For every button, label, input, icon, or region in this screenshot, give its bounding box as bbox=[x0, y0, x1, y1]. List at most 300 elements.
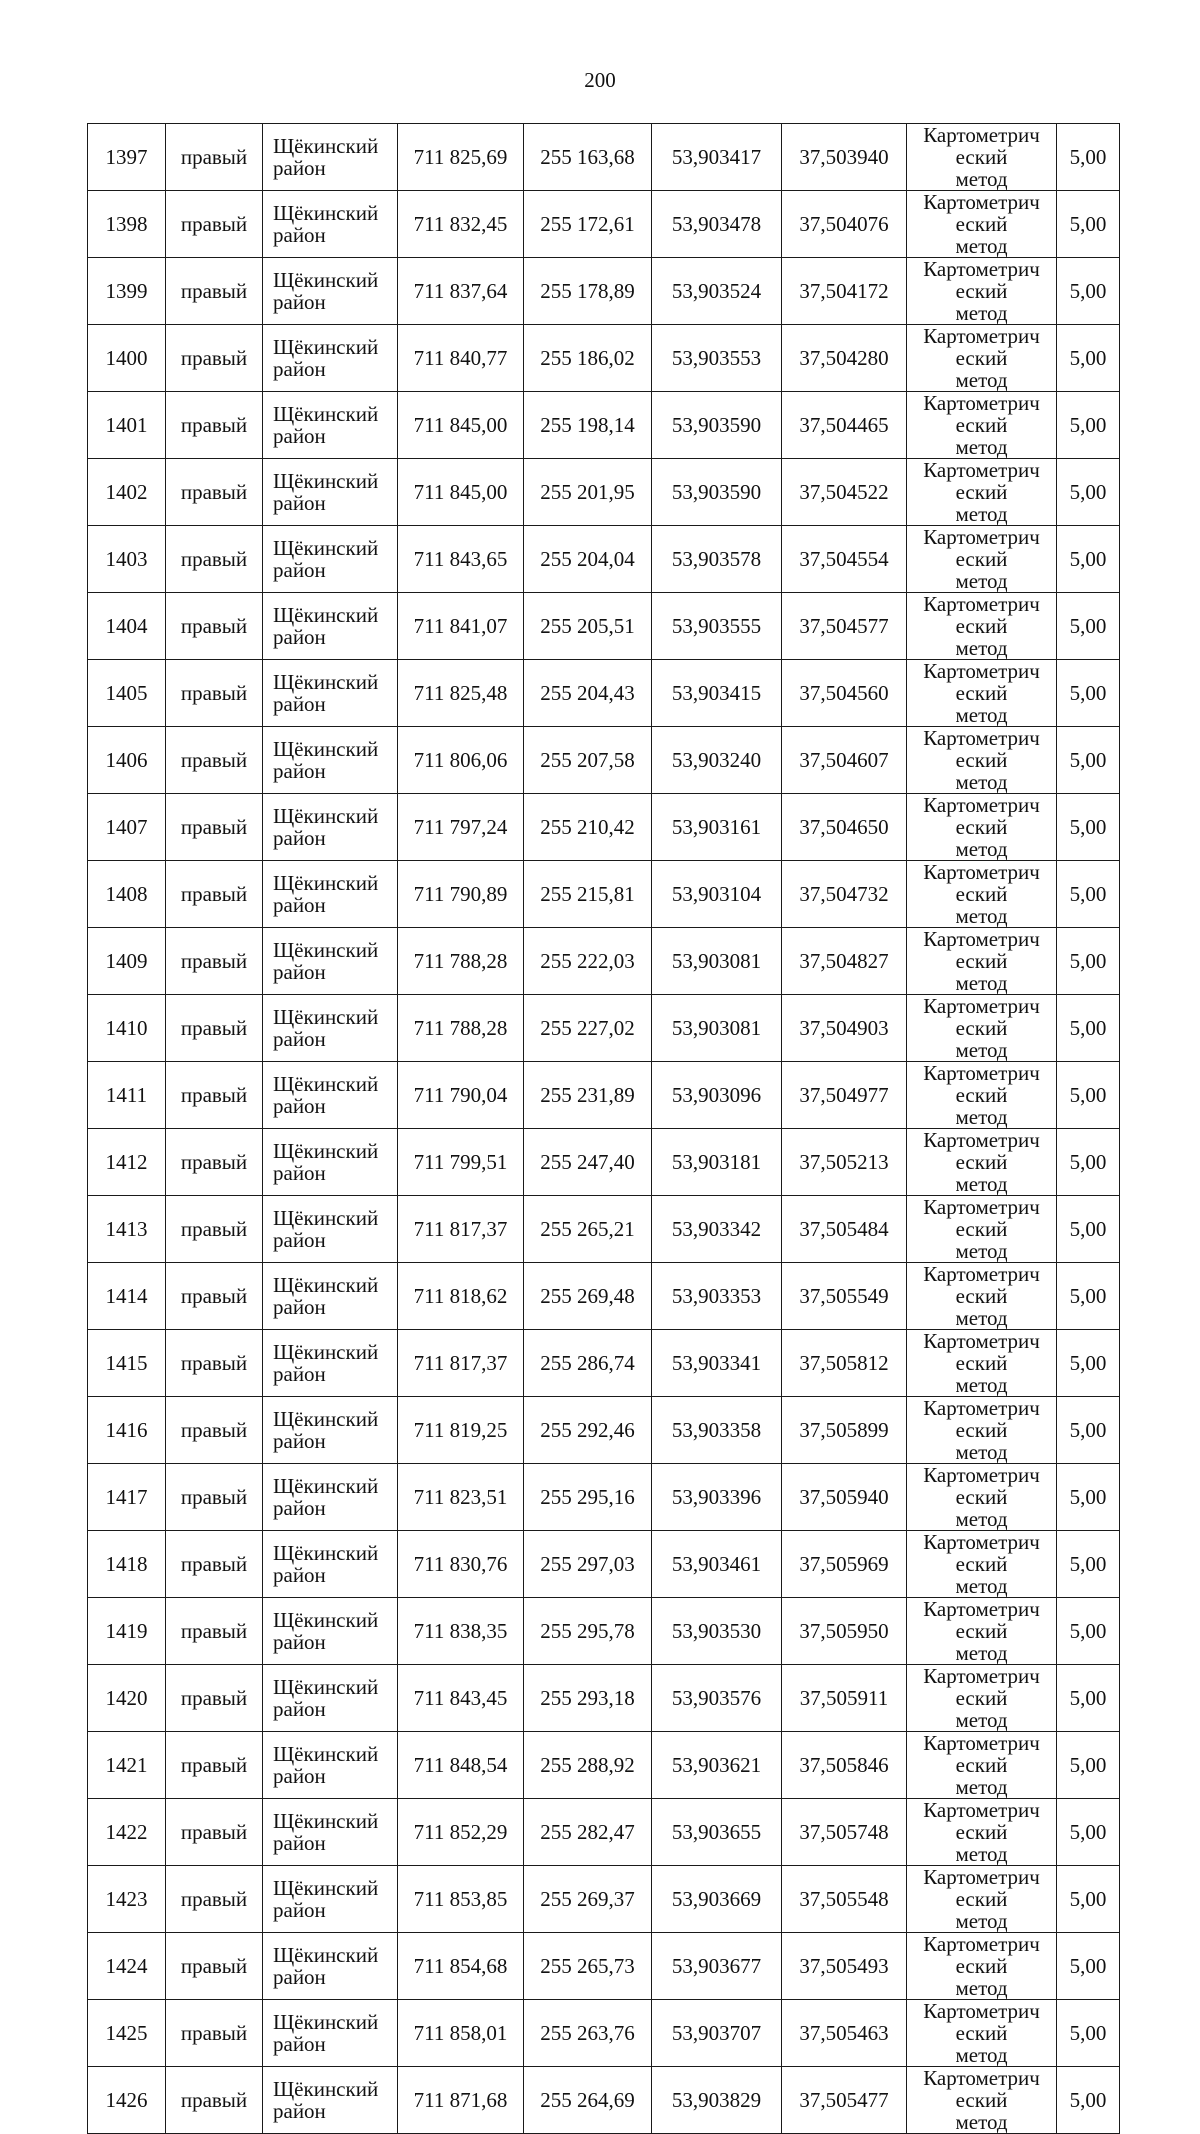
district-line: Щёкинский bbox=[273, 1809, 379, 1833]
district-cell bbox=[263, 1330, 398, 1397]
district-line: Щёкинский bbox=[273, 134, 379, 158]
district-line: Щёкинский bbox=[273, 1943, 379, 1967]
accuracy-cell: 5,00 bbox=[1057, 1799, 1120, 1866]
district-line: Щёкинский bbox=[273, 402, 379, 426]
bank-side-cell: правый bbox=[166, 1531, 263, 1598]
district-line: район bbox=[273, 893, 326, 917]
district-line: Щёкинский bbox=[273, 1072, 379, 1096]
district-line: Щёкинский bbox=[273, 536, 379, 560]
latitude-cell: 53,903415 bbox=[652, 660, 782, 727]
method-line: Картометрич bbox=[923, 927, 1040, 951]
accuracy-cell: 5,00 bbox=[1057, 1397, 1120, 1464]
district-line: район bbox=[273, 290, 326, 314]
method-line: еский bbox=[955, 1954, 1008, 1978]
latitude-cell: 53,903342 bbox=[652, 1196, 782, 1263]
bank-side-cell: правый bbox=[166, 459, 263, 526]
accuracy-cell: 5,00 bbox=[1057, 1531, 1120, 1598]
point-number-cell: 1418 bbox=[88, 1531, 166, 1598]
district-cell bbox=[263, 526, 398, 593]
longitude-cell: 37,504172 bbox=[782, 258, 907, 325]
longitude-cell: 37,504522 bbox=[782, 459, 907, 526]
method-cell bbox=[907, 995, 1057, 1062]
latitude-cell: 53,903181 bbox=[652, 1129, 782, 1196]
latitude-cell: 53,903677 bbox=[652, 1933, 782, 2000]
method-line: Картометрич bbox=[923, 1597, 1040, 1621]
y-coordinate-cell: 255 295,78 bbox=[524, 1598, 652, 1665]
latitude-cell: 53,903524 bbox=[652, 258, 782, 325]
x-coordinate-cell: 711 832,45 bbox=[398, 191, 524, 258]
district-cell bbox=[263, 861, 398, 928]
x-coordinate-cell: 711 825,69 bbox=[398, 124, 524, 191]
method-line: метод bbox=[955, 234, 1008, 258]
method-cell bbox=[907, 727, 1057, 794]
method-line: Картометрич bbox=[923, 391, 1040, 415]
y-coordinate-cell: 255 288,92 bbox=[524, 1732, 652, 1799]
method-line: еский bbox=[955, 1686, 1008, 1710]
point-number-cell: 1407 bbox=[88, 794, 166, 861]
y-coordinate-cell: 255 263,76 bbox=[524, 2000, 652, 2067]
point-number-cell: 1401 bbox=[88, 392, 166, 459]
point-number-cell: 1417 bbox=[88, 1464, 166, 1531]
method-cell bbox=[907, 1464, 1057, 1531]
y-coordinate-cell: 255 204,04 bbox=[524, 526, 652, 593]
district-cell bbox=[263, 2067, 398, 2134]
district-cell bbox=[263, 794, 398, 861]
accuracy-cell: 5,00 bbox=[1057, 1129, 1120, 1196]
point-number-cell: 1397 bbox=[88, 124, 166, 191]
district-line: Щёкинский bbox=[273, 335, 379, 359]
method-cell bbox=[907, 1263, 1057, 1330]
district-line: район bbox=[273, 1429, 326, 1453]
table-row bbox=[88, 1598, 1120, 1665]
method-cell bbox=[907, 1799, 1057, 1866]
district-line: район bbox=[273, 759, 326, 783]
point-number-cell: 1404 bbox=[88, 593, 166, 660]
method-cell bbox=[907, 1062, 1057, 1129]
latitude-cell: 53,903555 bbox=[652, 593, 782, 660]
point-number-cell: 1419 bbox=[88, 1598, 166, 1665]
table-row bbox=[88, 325, 1120, 392]
method-line: еский bbox=[955, 1887, 1008, 1911]
method-cell bbox=[907, 191, 1057, 258]
x-coordinate-cell: 711 840,77 bbox=[398, 325, 524, 392]
longitude-cell: 37,504465 bbox=[782, 392, 907, 459]
method-cell bbox=[907, 1531, 1057, 1598]
method-cell bbox=[907, 526, 1057, 593]
table-row bbox=[88, 727, 1120, 794]
y-coordinate-cell: 255 222,03 bbox=[524, 928, 652, 995]
y-coordinate-cell: 255 265,21 bbox=[524, 1196, 652, 1263]
point-number-cell: 1405 bbox=[88, 660, 166, 727]
district-cell bbox=[263, 727, 398, 794]
method-line: Картометрич bbox=[923, 1731, 1040, 1755]
point-number-cell: 1410 bbox=[88, 995, 166, 1062]
accuracy-cell: 5,00 bbox=[1057, 1263, 1120, 1330]
district-line: район bbox=[273, 223, 326, 247]
method-line: еский bbox=[955, 1351, 1008, 1375]
latitude-cell: 53,903096 bbox=[652, 1062, 782, 1129]
table-row bbox=[88, 794, 1120, 861]
point-number-cell: 1412 bbox=[88, 1129, 166, 1196]
latitude-cell: 53,903353 bbox=[652, 1263, 782, 1330]
point-number-cell: 1398 bbox=[88, 191, 166, 258]
district-line: Щёкинский bbox=[273, 670, 379, 694]
table-row bbox=[88, 1397, 1120, 1464]
bank-side-cell: правый bbox=[166, 995, 263, 1062]
method-cell bbox=[907, 124, 1057, 191]
y-coordinate-cell: 255 295,16 bbox=[524, 1464, 652, 1531]
method-line: метод bbox=[955, 1909, 1008, 1933]
method-line: еский bbox=[955, 212, 1008, 236]
bank-side-cell: правый bbox=[166, 1062, 263, 1129]
district-line: Щёкинский bbox=[273, 737, 379, 761]
district-line: район bbox=[273, 1831, 326, 1855]
method-cell bbox=[907, 1598, 1057, 1665]
table-body bbox=[88, 124, 1120, 2134]
method-line: метод bbox=[955, 1842, 1008, 1866]
method-line: метод bbox=[955, 1239, 1008, 1263]
method-line: еский bbox=[955, 1284, 1008, 1308]
method-line: метод bbox=[955, 703, 1008, 727]
bank-side-cell: правый bbox=[166, 660, 263, 727]
x-coordinate-cell: 711 830,76 bbox=[398, 1531, 524, 1598]
coordinates-table bbox=[87, 123, 1120, 2134]
x-coordinate-cell: 711 806,06 bbox=[398, 727, 524, 794]
table-row bbox=[88, 1799, 1120, 1866]
method-line: Картометрич bbox=[923, 726, 1040, 750]
accuracy-cell: 5,00 bbox=[1057, 1598, 1120, 1665]
district-cell bbox=[263, 928, 398, 995]
method-line: метод bbox=[955, 971, 1008, 995]
district-line: район bbox=[273, 357, 326, 381]
accuracy-cell: 5,00 bbox=[1057, 258, 1120, 325]
latitude-cell: 53,903240 bbox=[652, 727, 782, 794]
method-cell bbox=[907, 1665, 1057, 1732]
district-cell bbox=[263, 1397, 398, 1464]
latitude-cell: 53,903655 bbox=[652, 1799, 782, 1866]
latitude-cell: 53,903081 bbox=[652, 995, 782, 1062]
x-coordinate-cell: 711 819,25 bbox=[398, 1397, 524, 1464]
bank-side-cell: правый bbox=[166, 526, 263, 593]
district-cell bbox=[263, 660, 398, 727]
method-line: еский bbox=[955, 2088, 1008, 2112]
method-line: метод bbox=[955, 1574, 1008, 1598]
bank-side-cell: правый bbox=[166, 325, 263, 392]
method-cell bbox=[907, 1330, 1057, 1397]
point-number-cell: 1425 bbox=[88, 2000, 166, 2067]
latitude-cell: 53,903530 bbox=[652, 1598, 782, 1665]
x-coordinate-cell: 711 845,00 bbox=[398, 459, 524, 526]
method-cell bbox=[907, 1397, 1057, 1464]
method-line: метод bbox=[955, 301, 1008, 325]
method-line: еский bbox=[955, 1418, 1008, 1442]
y-coordinate-cell: 255 297,03 bbox=[524, 1531, 652, 1598]
longitude-cell: 37,504076 bbox=[782, 191, 907, 258]
accuracy-cell: 5,00 bbox=[1057, 727, 1120, 794]
district-cell bbox=[263, 124, 398, 191]
x-coordinate-cell: 711 799,51 bbox=[398, 1129, 524, 1196]
district-line: район bbox=[273, 1630, 326, 1654]
method-line: Картометрич bbox=[923, 2066, 1040, 2090]
y-coordinate-cell: 255 172,61 bbox=[524, 191, 652, 258]
method-line: еский bbox=[955, 1820, 1008, 1844]
district-cell bbox=[263, 1933, 398, 2000]
point-number-cell: 1415 bbox=[88, 1330, 166, 1397]
y-coordinate-cell: 255 205,51 bbox=[524, 593, 652, 660]
x-coordinate-cell: 711 848,54 bbox=[398, 1732, 524, 1799]
accuracy-cell: 5,00 bbox=[1057, 1196, 1120, 1263]
method-line: метод bbox=[955, 1440, 1008, 1464]
accuracy-cell: 5,00 bbox=[1057, 1062, 1120, 1129]
bank-side-cell: правый bbox=[166, 1196, 263, 1263]
district-line: Щёкинский bbox=[273, 1742, 379, 1766]
point-number-cell: 1402 bbox=[88, 459, 166, 526]
district-line: район bbox=[273, 156, 326, 180]
longitude-cell: 37,505213 bbox=[782, 1129, 907, 1196]
latitude-cell: 53,903358 bbox=[652, 1397, 782, 1464]
point-number-cell: 1424 bbox=[88, 1933, 166, 2000]
district-cell bbox=[263, 1464, 398, 1531]
method-cell bbox=[907, 660, 1057, 727]
x-coordinate-cell: 711 817,37 bbox=[398, 1330, 524, 1397]
district-line: Щёкинский bbox=[273, 1407, 379, 1431]
district-cell bbox=[263, 1531, 398, 1598]
accuracy-cell: 5,00 bbox=[1057, 2000, 1120, 2067]
y-coordinate-cell: 255 231,89 bbox=[524, 1062, 652, 1129]
method-line: Картометрич bbox=[923, 190, 1040, 214]
method-line: метод bbox=[955, 1708, 1008, 1732]
point-number-cell: 1408 bbox=[88, 861, 166, 928]
method-line: метод bbox=[955, 167, 1008, 191]
x-coordinate-cell: 711 837,64 bbox=[398, 258, 524, 325]
method-cell bbox=[907, 325, 1057, 392]
table-row bbox=[88, 526, 1120, 593]
method-cell bbox=[907, 861, 1057, 928]
y-coordinate-cell: 255 264,69 bbox=[524, 2067, 652, 2134]
latitude-cell: 53,903161 bbox=[652, 794, 782, 861]
district-line: район bbox=[273, 1563, 326, 1587]
point-number-cell: 1416 bbox=[88, 1397, 166, 1464]
method-cell bbox=[907, 1129, 1057, 1196]
table-row bbox=[88, 1866, 1120, 1933]
bank-side-cell: правый bbox=[166, 861, 263, 928]
method-line: еский bbox=[955, 949, 1008, 973]
method-line: еский bbox=[955, 346, 1008, 370]
method-line: Картометрич bbox=[923, 1798, 1040, 1822]
method-line: Картометрич bbox=[923, 257, 1040, 281]
table-row bbox=[88, 1464, 1120, 1531]
table-row bbox=[88, 593, 1120, 660]
district-line: район bbox=[273, 1362, 326, 1386]
x-coordinate-cell: 711 841,07 bbox=[398, 593, 524, 660]
district-line: район bbox=[273, 2032, 326, 2056]
longitude-cell: 37,505950 bbox=[782, 1598, 907, 1665]
method-cell bbox=[907, 1732, 1057, 1799]
y-coordinate-cell: 255 227,02 bbox=[524, 995, 652, 1062]
district-line: район bbox=[273, 1094, 326, 1118]
bank-side-cell: правый bbox=[166, 2000, 263, 2067]
latitude-cell: 53,903553 bbox=[652, 325, 782, 392]
district-line: Щёкинский bbox=[273, 201, 379, 225]
bank-side-cell: правый bbox=[166, 727, 263, 794]
y-coordinate-cell: 255 247,40 bbox=[524, 1129, 652, 1196]
bank-side-cell: правый bbox=[166, 928, 263, 995]
x-coordinate-cell: 711 858,01 bbox=[398, 2000, 524, 2067]
accuracy-cell: 5,00 bbox=[1057, 526, 1120, 593]
method-line: Картометрич bbox=[923, 324, 1040, 348]
method-line: Картометрич bbox=[923, 659, 1040, 683]
method-line: Картометрич bbox=[923, 860, 1040, 884]
district-line: район bbox=[273, 826, 326, 850]
district-cell bbox=[263, 1665, 398, 1732]
district-line: Щёкинский bbox=[273, 2077, 379, 2101]
latitude-cell: 53,903621 bbox=[652, 1732, 782, 1799]
district-line: Щёкинский bbox=[273, 1273, 379, 1297]
method-line: еский bbox=[955, 1083, 1008, 1107]
method-line: еский bbox=[955, 480, 1008, 504]
method-line: еский bbox=[955, 1217, 1008, 1241]
y-coordinate-cell: 255 163,68 bbox=[524, 124, 652, 191]
point-number-cell: 1422 bbox=[88, 1799, 166, 1866]
bank-side-cell: правый bbox=[166, 1732, 263, 1799]
district-cell bbox=[263, 1799, 398, 1866]
district-cell bbox=[263, 325, 398, 392]
longitude-cell: 37,505812 bbox=[782, 1330, 907, 1397]
latitude-cell: 53,903707 bbox=[652, 2000, 782, 2067]
bank-side-cell: правый bbox=[166, 1598, 263, 1665]
district-line: район bbox=[273, 1496, 326, 1520]
district-cell bbox=[263, 1062, 398, 1129]
accuracy-cell: 5,00 bbox=[1057, 660, 1120, 727]
longitude-cell: 37,504732 bbox=[782, 861, 907, 928]
x-coordinate-cell: 711 818,62 bbox=[398, 1263, 524, 1330]
accuracy-cell: 5,00 bbox=[1057, 459, 1120, 526]
district-line: Щёкинский bbox=[273, 1005, 379, 1029]
table-row bbox=[88, 1531, 1120, 1598]
latitude-cell: 53,903104 bbox=[652, 861, 782, 928]
accuracy-cell: 5,00 bbox=[1057, 1464, 1120, 1531]
latitude-cell: 53,903417 bbox=[652, 124, 782, 191]
accuracy-cell: 5,00 bbox=[1057, 861, 1120, 928]
method-line: метод bbox=[955, 435, 1008, 459]
longitude-cell: 37,504280 bbox=[782, 325, 907, 392]
district-cell bbox=[263, 191, 398, 258]
y-coordinate-cell: 255 293,18 bbox=[524, 1665, 652, 1732]
method-line: Картометрич bbox=[923, 525, 1040, 549]
point-number-cell: 1420 bbox=[88, 1665, 166, 1732]
longitude-cell: 37,505463 bbox=[782, 2000, 907, 2067]
accuracy-cell: 5,00 bbox=[1057, 794, 1120, 861]
x-coordinate-cell: 711 871,68 bbox=[398, 2067, 524, 2134]
method-line: Картометрич bbox=[923, 1664, 1040, 1688]
accuracy-cell: 5,00 bbox=[1057, 124, 1120, 191]
district-cell bbox=[263, 258, 398, 325]
method-cell bbox=[907, 2000, 1057, 2067]
point-number-cell: 1421 bbox=[88, 1732, 166, 1799]
latitude-cell: 53,903576 bbox=[652, 1665, 782, 1732]
district-line: район bbox=[273, 558, 326, 582]
latitude-cell: 53,903590 bbox=[652, 392, 782, 459]
method-line: Картометрич bbox=[923, 1195, 1040, 1219]
method-cell bbox=[907, 459, 1057, 526]
bank-side-cell: правый bbox=[166, 392, 263, 459]
district-line: Щёкинский bbox=[273, 804, 379, 828]
district-line: район bbox=[273, 960, 326, 984]
district-cell bbox=[263, 1263, 398, 1330]
table-row bbox=[88, 1330, 1120, 1397]
method-cell bbox=[907, 593, 1057, 660]
y-coordinate-cell: 255 265,73 bbox=[524, 1933, 652, 2000]
longitude-cell: 37,504577 bbox=[782, 593, 907, 660]
table-row bbox=[88, 1129, 1120, 1196]
bank-side-cell: правый bbox=[166, 1665, 263, 1732]
point-number-cell: 1403 bbox=[88, 526, 166, 593]
table-row bbox=[88, 2067, 1120, 2134]
district-line: Щёкинский bbox=[273, 1206, 379, 1230]
point-number-cell: 1400 bbox=[88, 325, 166, 392]
table-row bbox=[88, 660, 1120, 727]
method-line: метод bbox=[955, 1172, 1008, 1196]
table-row bbox=[88, 258, 1120, 325]
latitude-cell: 53,903669 bbox=[652, 1866, 782, 1933]
method-line: Картометрич bbox=[923, 1463, 1040, 1487]
bank-side-cell: правый bbox=[166, 593, 263, 660]
latitude-cell: 53,903590 bbox=[652, 459, 782, 526]
accuracy-cell: 5,00 bbox=[1057, 1866, 1120, 1933]
longitude-cell: 37,505477 bbox=[782, 2067, 907, 2134]
accuracy-cell: 5,00 bbox=[1057, 2067, 1120, 2134]
latitude-cell: 53,903829 bbox=[652, 2067, 782, 2134]
longitude-cell: 37,504903 bbox=[782, 995, 907, 1062]
accuracy-cell: 5,00 bbox=[1057, 1732, 1120, 1799]
accuracy-cell: 5,00 bbox=[1057, 995, 1120, 1062]
method-line: еский bbox=[955, 1150, 1008, 1174]
y-coordinate-cell: 255 210,42 bbox=[524, 794, 652, 861]
district-line: Щёкинский bbox=[273, 1541, 379, 1565]
district-cell bbox=[263, 1129, 398, 1196]
table-row bbox=[88, 1062, 1120, 1129]
bank-side-cell: правый bbox=[166, 2067, 263, 2134]
method-line: еский bbox=[955, 614, 1008, 638]
bank-side-cell: правый bbox=[166, 191, 263, 258]
method-line: метод bbox=[955, 2043, 1008, 2067]
method-line: метод bbox=[955, 1775, 1008, 1799]
district-line: район bbox=[273, 1161, 326, 1185]
page-number: 200 bbox=[584, 68, 616, 92]
method-line: еский bbox=[955, 2021, 1008, 2045]
district-line: Щёкинский bbox=[273, 469, 379, 493]
method-line: Картометрич bbox=[923, 1329, 1040, 1353]
longitude-cell: 37,504560 bbox=[782, 660, 907, 727]
latitude-cell: 53,903396 bbox=[652, 1464, 782, 1531]
table-row bbox=[88, 995, 1120, 1062]
method-line: Картометрич bbox=[923, 1128, 1040, 1152]
longitude-cell: 37,504977 bbox=[782, 1062, 907, 1129]
point-number-cell: 1426 bbox=[88, 2067, 166, 2134]
district-line: район bbox=[273, 424, 326, 448]
district-line: Щёкинский bbox=[273, 603, 379, 627]
method-line: еский bbox=[955, 1016, 1008, 1040]
x-coordinate-cell: 711 823,51 bbox=[398, 1464, 524, 1531]
y-coordinate-cell: 255 178,89 bbox=[524, 258, 652, 325]
method-line: метод bbox=[955, 368, 1008, 392]
district-line: Щёкинский bbox=[273, 1675, 379, 1699]
longitude-cell: 37,505911 bbox=[782, 1665, 907, 1732]
point-number-cell: 1406 bbox=[88, 727, 166, 794]
method-line: метод bbox=[955, 1507, 1008, 1531]
district-line: район bbox=[273, 1697, 326, 1721]
x-coordinate-cell: 711 788,28 bbox=[398, 995, 524, 1062]
